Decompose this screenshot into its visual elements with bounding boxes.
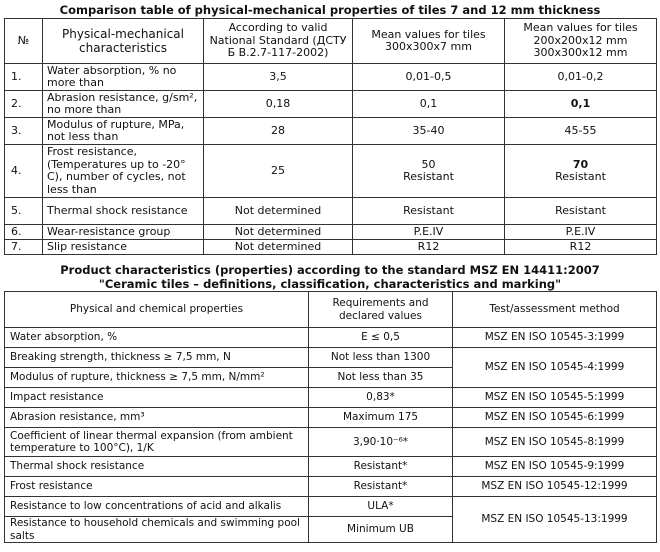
- row-number: 4.: [5, 145, 43, 198]
- property-cell: Impact resistance: [5, 388, 309, 408]
- value-cell: Not less than 35: [309, 368, 453, 388]
- property-cell: Resistance to low concentrations of acid and alkalis: [5, 497, 309, 517]
- table-row: [5, 408, 657, 428]
- method-cell: MSZ EN ISO 10545-8:1999: [453, 428, 657, 457]
- row-number: 3.: [5, 118, 43, 145]
- characteristic-cell: Frost resistance, (Temperatures up to -20° C), number of cycles, not less than: [43, 145, 204, 198]
- table-row: [5, 388, 657, 408]
- property-cell: Frost resistance: [5, 477, 309, 497]
- table1-header-row: [5, 19, 657, 64]
- frost-status-12mm: Resistant: [555, 170, 606, 183]
- table-row: [5, 477, 657, 497]
- properties-comparison-table: [4, 18, 657, 255]
- property-cell: Breaking strength, thickness ≥ 7,5 mm, N: [5, 348, 309, 368]
- table2-title: Product characteristics (properties) according to the standard MSZ EN 14411:2007: [60, 263, 600, 277]
- standard-cell: Not determined: [204, 225, 353, 240]
- table-row: [5, 328, 657, 348]
- table-row: [5, 118, 657, 145]
- characteristic-cell: Water absorption, % no more than: [43, 64, 204, 91]
- method-cell: MSZ EN ISO 10545-5:1999: [453, 388, 657, 408]
- table1-header-tiles-12mm: Mean values for tiles 200x200x12 mm 300x300x12 mm: [505, 19, 657, 64]
- method-cell: MSZ EN ISO 10545-13:1999: [453, 497, 657, 543]
- tiles-12mm-cell: R12: [505, 240, 657, 255]
- property-cell: Modulus of rupture, thickness ≥ 7,5 mm, N/mm²: [5, 368, 309, 388]
- row-number: 5.: [5, 198, 43, 225]
- table-row: [5, 198, 657, 225]
- tiles-12mm-cell: 0,1: [505, 91, 657, 118]
- tiles-7mm-cell: Resistant: [353, 198, 505, 225]
- table-row: [5, 91, 657, 118]
- table-row: [5, 457, 657, 477]
- tiles-12mm-cell: Resistant: [505, 198, 657, 225]
- value-cell: Minimum UB: [309, 517, 453, 543]
- property-cell: Resistance to household chemicals and swimming pool salts: [5, 517, 309, 543]
- value-cell: Resistant*: [309, 477, 453, 497]
- standard-cell: 0,18: [204, 91, 353, 118]
- table-row: [5, 497, 657, 517]
- table1-header-standard: According to valid National Standard (ДСТУ Б В.2.7-117-2002): [204, 19, 353, 64]
- table1-header-tiles-7mm: Mean values for tiles 300x300x7 mm: [353, 19, 505, 64]
- frost-cycles-7mm: 50: [421, 157, 436, 171]
- characteristic-cell: Wear-resistance group: [43, 225, 204, 240]
- row-number: 1.: [5, 64, 43, 91]
- method-cell: MSZ EN ISO 10545-9:1999: [453, 457, 657, 477]
- table-row: [5, 240, 657, 255]
- table2-header-property: Physical and chemical properties: [5, 292, 309, 328]
- table2-subtitle: "Ceramic tiles – definitions, classification, characteristics and marking": [98, 277, 562, 291]
- tiles-7mm-cell: 35-40: [353, 118, 505, 145]
- value-cell: Resistant*: [309, 457, 453, 477]
- row-number: 2.: [5, 91, 43, 118]
- table1-title: Comparison table of physical-mechanical properties of tiles 7 and 12 mm thickness: [59, 3, 601, 17]
- tiles-12mm-cell: [505, 145, 657, 198]
- value-cell: ULA*: [309, 497, 453, 517]
- tiles-7mm-cell: 0,1: [353, 91, 505, 118]
- table-row: [5, 348, 657, 368]
- frost-status-7mm: Resistant: [403, 170, 454, 183]
- method-cell: MSZ EN ISO 10545-6:1999: [453, 408, 657, 428]
- row-number: 7.: [5, 240, 43, 255]
- standard-cell: Not determined: [204, 198, 353, 225]
- standard-cell: 3,5: [204, 64, 353, 91]
- characteristic-cell: Abrasion resistance, g/sm², no more than: [43, 91, 204, 118]
- row-number: 6.: [5, 225, 43, 240]
- tiles-7mm-cell: [353, 145, 505, 198]
- method-cell: MSZ EN ISO 10545-12:1999: [453, 477, 657, 497]
- table-row: [5, 64, 657, 91]
- value-cell: E ≤ 0,5: [309, 328, 453, 348]
- tiles-12mm-cell: 45-55: [505, 118, 657, 145]
- table2-header-value: Requirements and declared values: [309, 292, 453, 328]
- table2-header-row: [5, 292, 657, 328]
- table1-header-number: №: [5, 19, 43, 64]
- frost-cycles-12mm: 70: [572, 157, 589, 171]
- method-cell: MSZ EN ISO 10545-4:1999: [453, 348, 657, 388]
- property-cell: Abrasion resistance, mm³: [5, 408, 309, 428]
- table2-header-method: Test/assessment method: [453, 292, 657, 328]
- tiles-12mm-cell: P.E.IV: [505, 225, 657, 240]
- standard-cell: Not determined: [204, 240, 353, 255]
- property-cell: Water absorption, %: [5, 328, 309, 348]
- tiles-7mm-cell: 0,01-0,5: [353, 64, 505, 91]
- table-row: [5, 225, 657, 240]
- standard-cell: 28: [204, 118, 353, 145]
- characteristic-cell: Thermal shock resistance: [43, 198, 204, 225]
- property-cell: Coefficient of linear thermal expansion (from ambient temperature to 100°C), 1/K: [5, 428, 309, 457]
- tiles-7mm-cell: P.E.IV: [353, 225, 505, 240]
- product-characteristics-table: [4, 291, 657, 543]
- property-cell: Thermal shock resistance: [5, 457, 309, 477]
- method-cell: MSZ EN ISO 10545-3:1999: [453, 328, 657, 348]
- characteristic-cell: Modulus of rupture, MPa, not less than: [43, 118, 204, 145]
- value-cell: 0,83*: [309, 388, 453, 408]
- standard-cell: 25: [204, 145, 353, 198]
- value-cell: Maximum 175: [309, 408, 453, 428]
- table1-header-characteristic: Physical-mechanical characteristics: [43, 19, 204, 64]
- value-cell: 3,90·10⁻⁶*: [309, 428, 453, 457]
- tiles-12mm-cell: 0,01-0,2: [505, 64, 657, 91]
- table-row: [5, 145, 657, 198]
- value-cell: Not less than 1300: [309, 348, 453, 368]
- table-row: [5, 428, 657, 457]
- tiles-7mm-cell: R12: [353, 240, 505, 255]
- characteristic-cell: Slip resistance: [43, 240, 204, 255]
